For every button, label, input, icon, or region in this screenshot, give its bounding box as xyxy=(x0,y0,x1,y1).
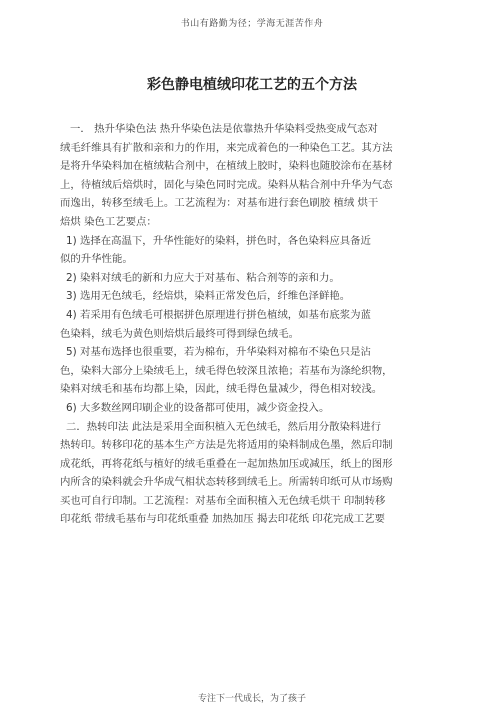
text-line: 色染料，绒毛为黄色则焙烘后最终可得到绿色绒毛。 xyxy=(60,327,299,340)
text-line: 绒毛纤维具有扩散和亲和力的作用，来完成着色的一种染色工艺。其方法 xyxy=(60,141,393,154)
text-line: 一． 热升华染色法 热升华染色法是依靠热升华染料受热变成气态对 xyxy=(70,123,378,135)
text-line: 而逸出，转移至绒毛上。工艺流程为：对基布进行套色刷胶 植绒 烘干 xyxy=(60,197,379,210)
text-line: 似的升华性能。 xyxy=(60,253,133,266)
text-line: 染料对绒毛和基布均都上染，因此，绒毛得色量减少，得色相对较浅。 xyxy=(60,383,383,396)
text-line: 5) 对基布选择也很重要，若为棉布，升华染料对棉布不染色只是沾 xyxy=(66,346,371,359)
text-line: 二．热转印法 此法是采用全面积植入无色绒毛，然后用分散染料进行 xyxy=(66,420,382,433)
text-line: 色，染料大部分上染绒毛上，绒毛得色较深且浓艳；若基布为涤纶织物， xyxy=(60,364,393,377)
text-line: 焙烘 染色工艺要点： xyxy=(60,215,157,228)
text-line: 上，待植绒后焙烘时，固化与染色同时完成。染料从粘合剂中升华为气态 xyxy=(60,178,393,191)
text-line: 6) 大多数丝网印刷企业的设备都可使用，减少资金投入。 xyxy=(66,401,330,414)
page-header: 书山有路勤为径；学海无涯苦作舟 xyxy=(180,19,324,29)
text-line: 印花纸 带绒毛基布与印花纸重叠 加热加压 揭去印花纸 印花完成工艺要 xyxy=(60,513,385,526)
text-line: 热转印。转移印花的基本生产方法是先将适用的染料制成色墨，然后印制 xyxy=(60,439,393,452)
text-line: 2) 染料对绒毛的新和力应大于对基布、粘合剂等的亲和力。 xyxy=(66,271,340,284)
text-line: 是将升华染料加在植绒粘合剂中，在植绒上胶时，染料也随胶涂布在基材 xyxy=(60,160,393,173)
text-line: 内所含的染料就会升华成气相状态转移到绒毛上。所需转印纸可从市场购 xyxy=(60,476,393,489)
document-body xyxy=(60,120,448,529)
text-line: 买也可自行印制。工艺流程：对基布全面积植入无色绒毛烘干 印制转移 xyxy=(60,494,386,507)
page-footer: 专注下一代成长，为了孩子 xyxy=(197,694,306,704)
document-title: 彩色静电植绒印花工艺的五个方法 xyxy=(147,77,357,93)
text-line: 1) 选择在高温下，升华性能好的染料，拼色时，各色染料应具备近 xyxy=(66,234,371,247)
text-line: 4) 若采用有色绒毛可根据拼色原理进行拼色植绒，如基布底浆为蓝 xyxy=(66,308,371,321)
text-line: 成花纸，再将花纸与植好的绒毛重叠在一起加热加压或减压，纸上的图形 xyxy=(60,457,393,470)
text-line: 3) 选用无色绒毛，经焙烘，染料正常发色后，纤维色泽鲜艳。 xyxy=(66,290,351,303)
